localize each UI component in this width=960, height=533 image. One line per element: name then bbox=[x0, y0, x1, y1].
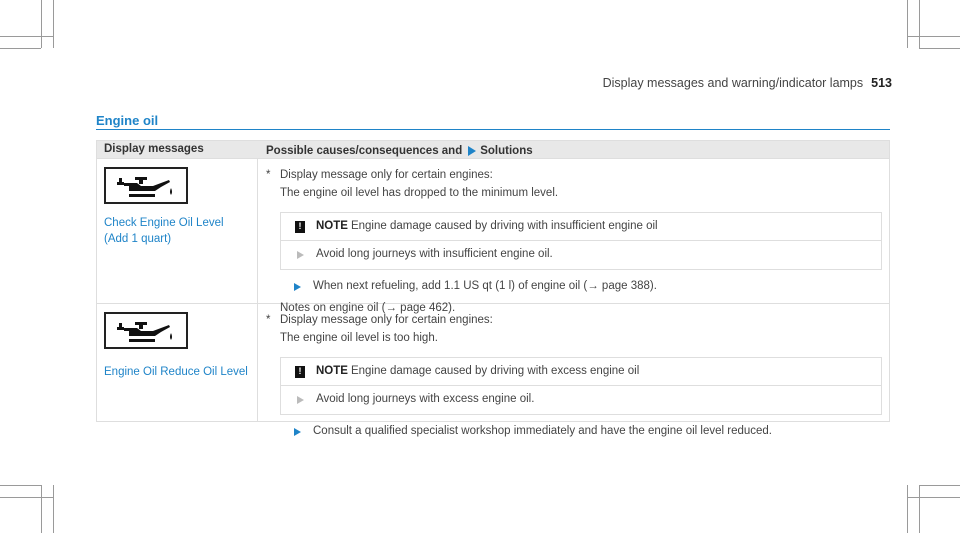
note-step bbox=[297, 391, 534, 409]
causes-cell bbox=[258, 304, 889, 438]
table-row bbox=[97, 303, 889, 438]
display-message-line1: Engine Oil Reduce Oil Level bbox=[104, 366, 248, 378]
col-header-causes bbox=[258, 141, 889, 158]
note-label: NOTE bbox=[316, 364, 348, 377]
solution-step-text: When next refueling, add 1.1 US qt (1 l) of engine oil (→ page 388). bbox=[313, 280, 657, 293]
bullet-asterisk: * bbox=[266, 169, 271, 181]
page-number: 513 bbox=[871, 76, 892, 90]
crop-mark bbox=[0, 497, 53, 498]
display-message-line2: (Add 1 quart) bbox=[104, 232, 172, 245]
section-rule bbox=[96, 129, 890, 130]
play-arrow-icon bbox=[468, 146, 476, 156]
display-messages-table bbox=[96, 140, 890, 438]
crop-mark bbox=[907, 497, 960, 498]
table-row bbox=[97, 158, 889, 315]
extra-note: Notes on engine oil (→ page 462). bbox=[280, 302, 456, 315]
step-arrow-icon bbox=[297, 251, 304, 259]
warning-icon: ! bbox=[295, 366, 305, 378]
display-message-cell bbox=[97, 304, 258, 421]
col-header-solutions-text: Solutions bbox=[480, 144, 533, 157]
crop-mark bbox=[41, 0, 42, 48]
crop-mark bbox=[919, 485, 920, 533]
bullet-asterisk: * bbox=[266, 314, 271, 326]
note-step-row bbox=[281, 240, 881, 269]
display-message-text bbox=[104, 216, 257, 247]
note-step-text: Avoid long journeys with insufficient engine oil. bbox=[316, 248, 553, 261]
crop-mark bbox=[53, 0, 54, 48]
step-arrow-icon bbox=[294, 428, 301, 436]
crop-mark bbox=[0, 485, 41, 486]
cause-line2: The engine oil level is too high. bbox=[280, 331, 438, 344]
note-text: Engine damage caused by driving with excess engine oil bbox=[350, 364, 640, 377]
col-header-causes-text: Possible causes/consequences and bbox=[266, 144, 463, 157]
note-header bbox=[281, 213, 881, 241]
header-text: Display messages and warning/indicator lamps bbox=[602, 76, 864, 90]
crop-mark bbox=[919, 0, 920, 48]
engine-oil-level-icon bbox=[104, 312, 188, 349]
cause-line1: Display message only for certain engines: bbox=[280, 169, 493, 181]
solution-step-text: Consult a qualified specialist workshop immediately and have the engine oil level reduced. bbox=[313, 425, 772, 438]
causes-cell bbox=[258, 159, 889, 315]
display-message-line1: Check Engine Oil Level bbox=[104, 217, 224, 229]
crop-mark bbox=[0, 36, 53, 37]
cause-bullet bbox=[266, 167, 882, 185]
crop-mark bbox=[907, 36, 960, 37]
col-header-display-messages: Display messages bbox=[104, 143, 204, 155]
crop-mark bbox=[919, 48, 960, 49]
note-header bbox=[281, 358, 881, 386]
note-step-row bbox=[281, 385, 881, 414]
note-text: Engine damage caused by driving with insufficient engine oil bbox=[350, 219, 658, 232]
solution-step bbox=[294, 423, 882, 441]
crop-mark bbox=[907, 485, 908, 533]
crop-mark bbox=[53, 485, 54, 533]
note-step bbox=[297, 246, 553, 264]
section-title: Engine oil bbox=[96, 113, 159, 128]
display-message-cell bbox=[97, 159, 258, 303]
crop-mark bbox=[919, 485, 960, 486]
solution-step bbox=[294, 278, 882, 296]
crop-mark bbox=[907, 0, 908, 48]
note-box bbox=[280, 357, 882, 416]
display-message-text bbox=[104, 365, 257, 381]
crop-mark bbox=[0, 48, 41, 49]
table-header bbox=[97, 141, 889, 158]
cause-line2: The engine oil level has dropped to the minimum level. bbox=[280, 186, 559, 199]
note-label: NOTE bbox=[316, 219, 348, 232]
note-box bbox=[280, 212, 882, 271]
step-arrow-icon bbox=[294, 283, 301, 291]
engine-oil-level-icon bbox=[104, 167, 188, 204]
crop-mark bbox=[41, 485, 42, 533]
cause-line1: Display message only for certain engines: bbox=[280, 314, 493, 326]
cause-bullet bbox=[266, 312, 882, 330]
step-arrow-icon bbox=[297, 396, 304, 404]
note-step-text: Avoid long journeys with excess engine oil. bbox=[316, 393, 535, 406]
running-header bbox=[603, 76, 892, 90]
warning-icon: ! bbox=[295, 221, 305, 233]
